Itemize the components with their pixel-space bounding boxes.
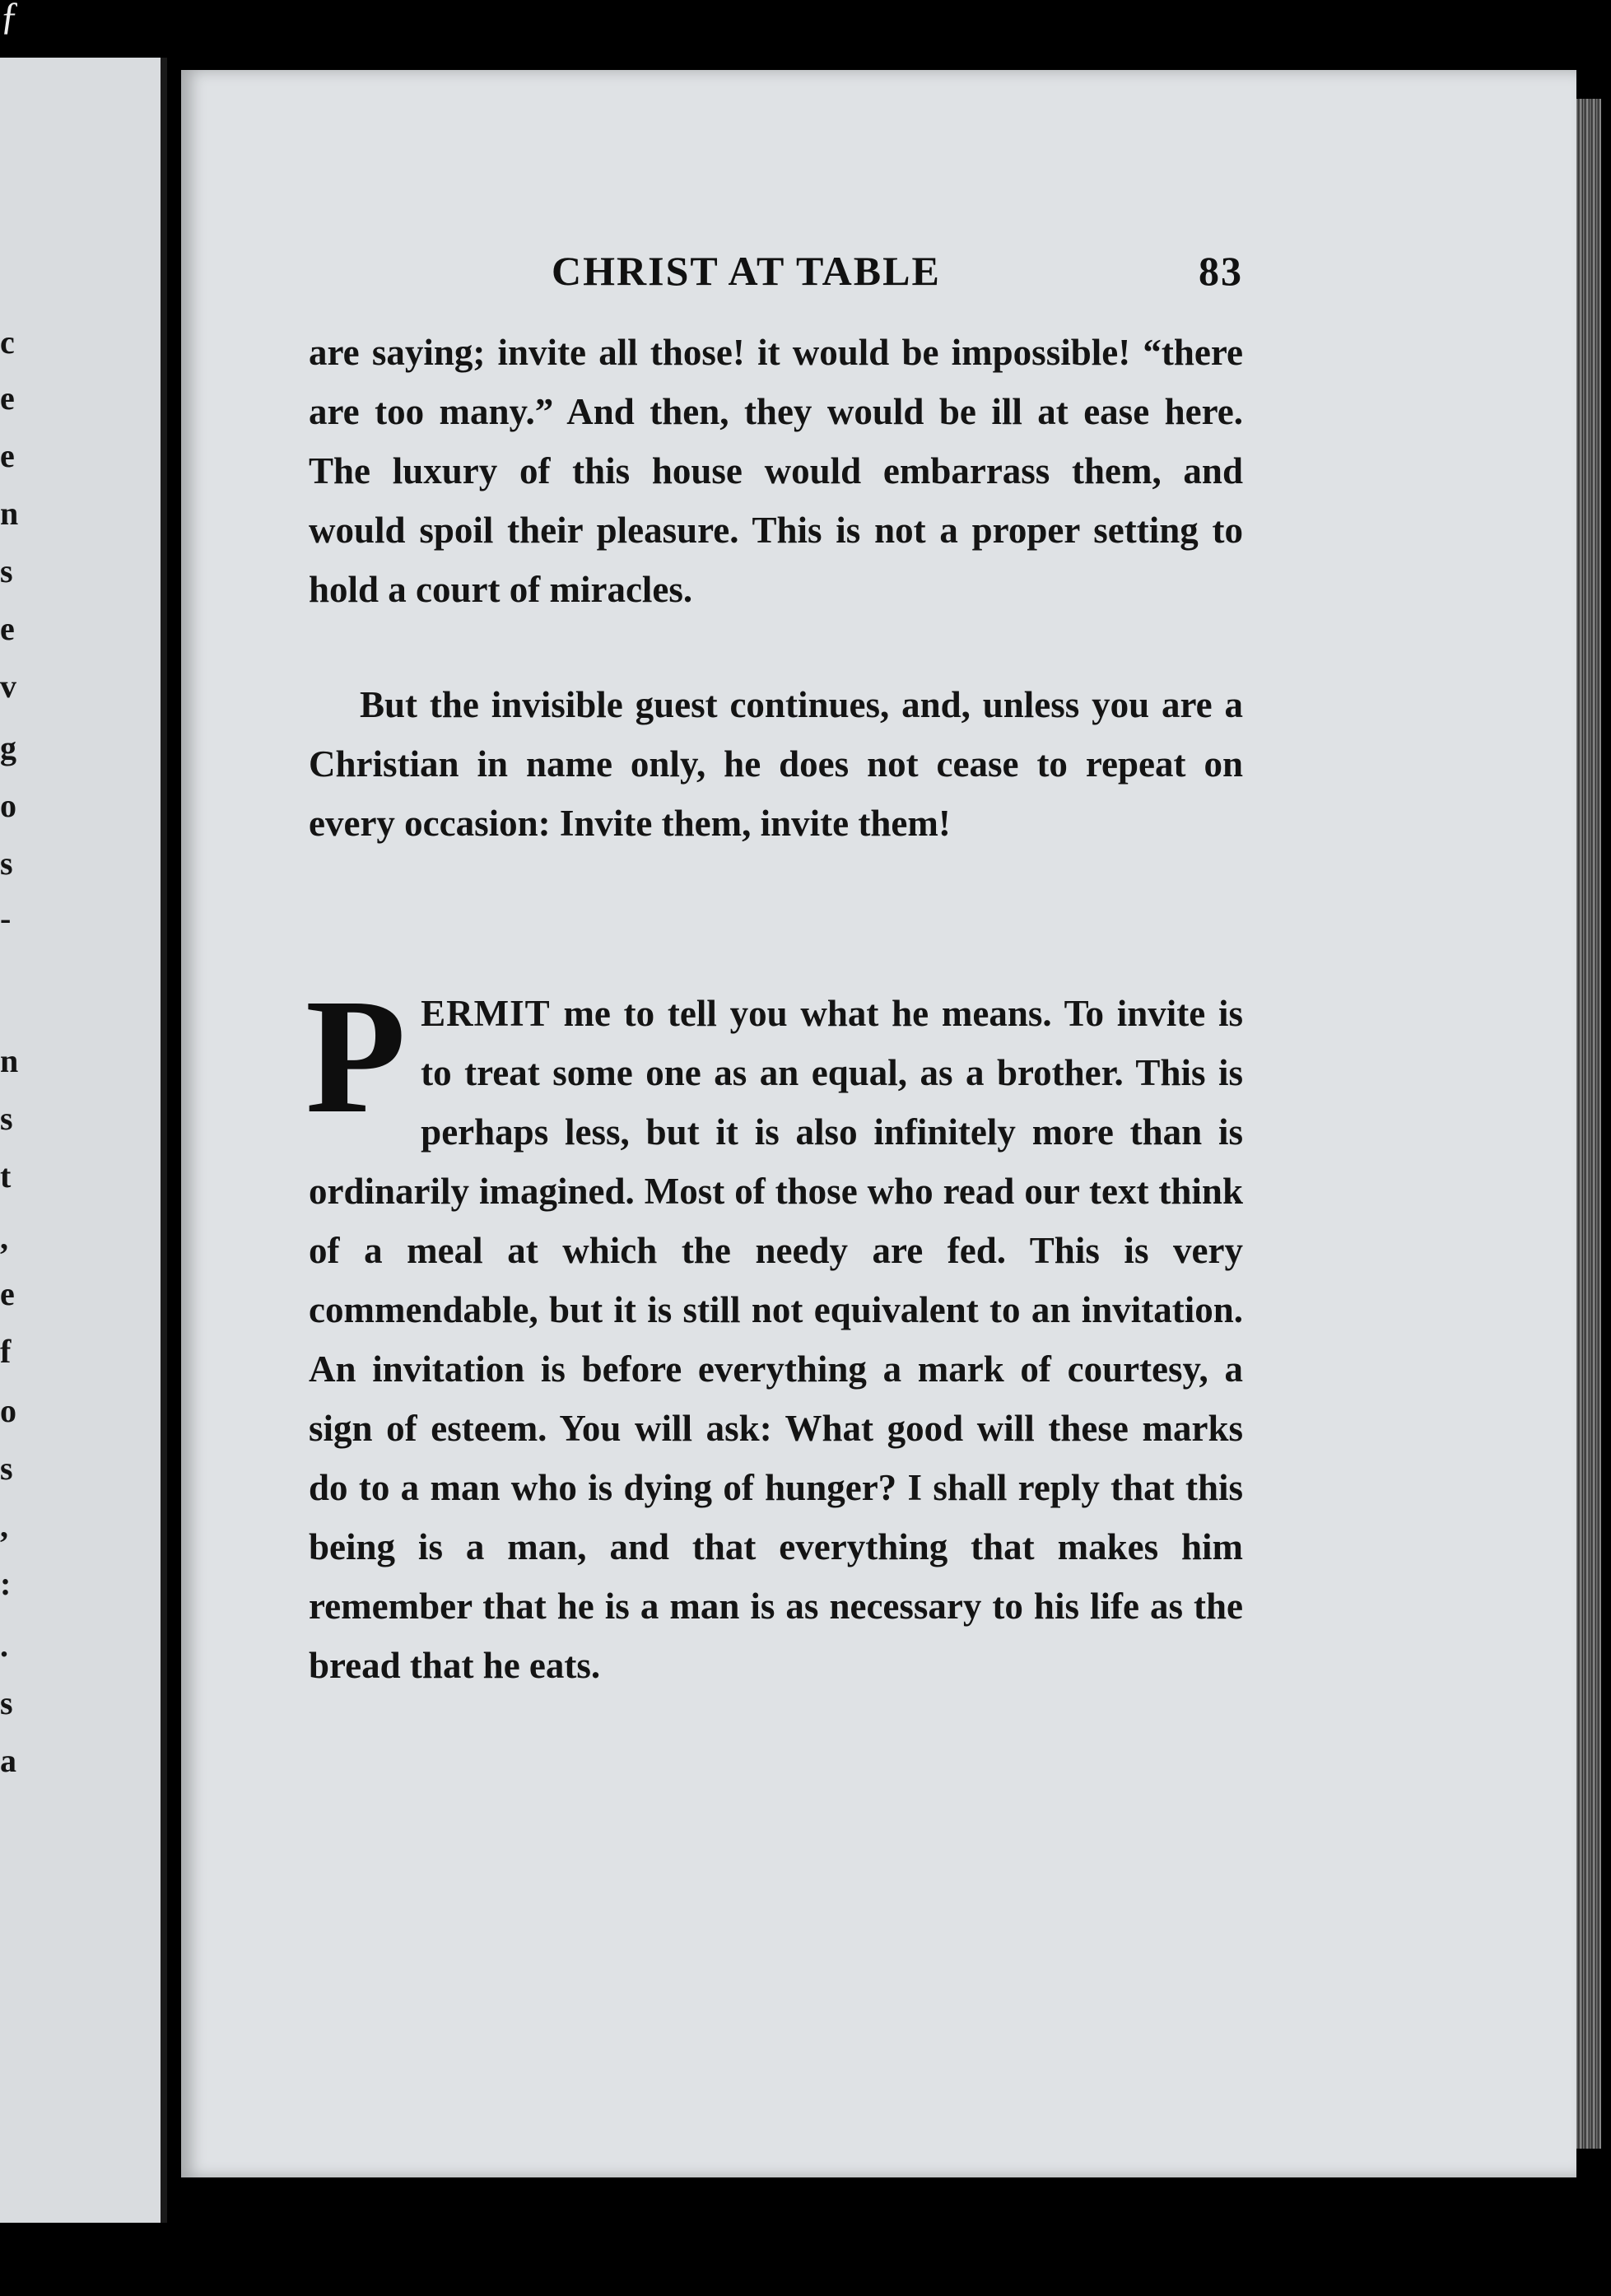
running-head-title: CHRIST AT TABLE <box>552 248 941 294</box>
facing-page-fragment <box>0 58 167 2223</box>
paragraph-text: are saying; invite all those! it would be impossible! “there are too many.” And then, they would be ill at ease here. The luxury of this house would embarrass them, and would spoil their pleasure. This is not a proper setting to hold a court of miracles. <box>309 332 1243 610</box>
facing-page-char: s <box>0 1100 13 1137</box>
facing-page-char: n <box>0 495 19 532</box>
facing-page-char: , <box>0 1219 8 1256</box>
scan-mark: ƒ <box>0 0 20 38</box>
paragraph-continued <box>309 323 1243 619</box>
facing-page-char: e <box>0 1275 15 1312</box>
facing-page-char: s <box>0 1450 13 1487</box>
page-number: 83 <box>1199 248 1243 294</box>
facing-page-char: t <box>0 1157 12 1195</box>
facing-page-char: o <box>0 787 16 824</box>
facing-page-char: . <box>0 1627 8 1664</box>
lead-word: ERMIT <box>421 993 551 1034</box>
facing-page-char: e <box>0 437 15 474</box>
facing-page-char: e <box>0 610 15 647</box>
facing-page-char: : <box>0 1565 12 1602</box>
facing-page-char: - <box>0 900 12 937</box>
facing-page-char: c <box>0 324 15 361</box>
facing-page-char: , <box>0 1507 8 1544</box>
facing-page-char: s <box>0 552 13 589</box>
facing-page-char: n <box>0 1042 19 1079</box>
section-opening <box>305 966 1243 1695</box>
paragraph-text: But the invisible guest continues, and, unless you are a Christian in name only, he does not cease to repeat on every occasion: Invite them, invite them! <box>309 684 1243 844</box>
facing-page-char: f <box>0 1333 12 1370</box>
facing-page-char: e <box>0 380 15 417</box>
page-edges <box>1576 99 1601 2149</box>
facing-page-char: o <box>0 1392 16 1429</box>
running-head <box>552 247 1243 305</box>
facing-page-char: g <box>0 729 16 766</box>
facing-page-char: s <box>0 1684 13 1721</box>
facing-page-char: a <box>0 1742 16 1779</box>
paragraph-invisible-guest <box>309 675 1243 853</box>
facing-page-char: v <box>0 668 16 705</box>
paragraph-text: me to tell you what he means. To invite is to treat some one as an equal, as a brother. This is perhaps less, but it is also infinitely more than is ordinarily imagined. Most of those who read our text think of a meal at which the needy are fed. This is very commendable, but it is still not equivalent to an invitation. An invitation is before everything a mark of courtesy, a sign of esteem. You will ask: What good will these marks do to a man who is dying of hunger? I shall reply that this being is a man, and that everything that makes him remember that he is a man is as necessary to his life as the bread that he eats. <box>309 993 1243 1686</box>
drop-cap: P <box>305 966 407 1148</box>
facing-page-char: s <box>0 845 13 882</box>
section-opening-text <box>305 966 1243 1695</box>
